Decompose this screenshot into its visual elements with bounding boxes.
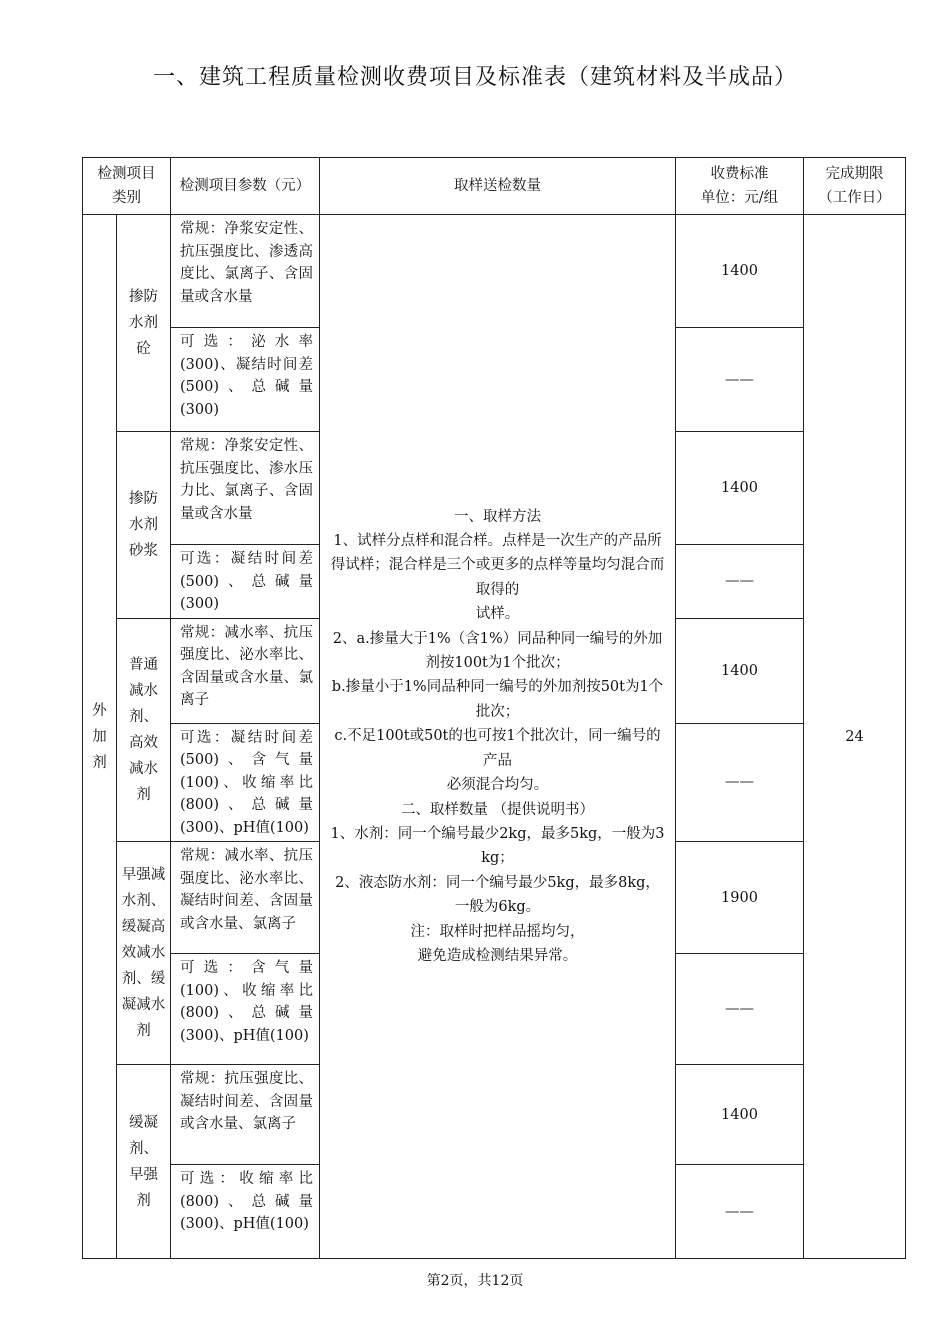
table-row <box>83 215 906 328</box>
header-category <box>83 158 171 215</box>
group-name-cell <box>117 842 171 1065</box>
group-name-cell <box>117 432 171 619</box>
header-period-line2: （工作日） <box>818 190 891 206</box>
sampling-line: 避免造成检测结果异常。 <box>417 947 578 964</box>
fee-table <box>82 157 906 1259</box>
header-fee <box>676 158 804 215</box>
regular-fee: 1400 <box>676 618 804 723</box>
group-name: 普通减水剂、高效减水剂 <box>129 656 158 803</box>
header-period <box>804 158 906 215</box>
optional-fee: —— <box>676 328 804 432</box>
group-name-cell <box>117 618 171 842</box>
group-name: 掺防水剂砂浆 <box>129 490 158 559</box>
sampling-line: c.不足100t或50t的也可按1个批次计，同一编号的产品 <box>334 728 661 769</box>
sampling-line: 2、液态防水剂：同一个编号最少5kg，最多8kg，一般为6kg。 <box>335 874 660 916</box>
header-params: 检测项目参数（元） <box>171 158 320 215</box>
group-name-cell <box>117 1065 171 1259</box>
optional-params: 可选：收缩率比(800)、总碱量(300)、pH值(100) <box>171 1165 320 1259</box>
regular-fee: 1400 <box>676 432 804 545</box>
regular-params: 常规：抗压强度比、凝结时间差、含固量或含水量、氯离子 <box>171 1065 320 1165</box>
group-name: 掺防水剂砼 <box>129 289 158 357</box>
category-label: 外加剂 <box>92 702 107 771</box>
sampling-cell <box>320 215 676 1259</box>
optional-params: 可选：泌水率(300)、凝结时间差(500)、总碱量(300) <box>171 328 320 432</box>
header-category-line2: 类别 <box>112 190 141 206</box>
sampling-line: 必须混合均匀。 <box>446 777 549 794</box>
header-sampling: 取样送检数量 <box>320 158 676 215</box>
regular-fee: 1400 <box>676 215 804 328</box>
regular-params: 常规：减水率、抗压强度比、泌水率比、凝结时间差、含固量或含水量、氯离子 <box>171 842 320 954</box>
completion-period: 24 <box>804 215 906 1259</box>
sampling-line: 注：取样时把样品摇均匀， <box>410 923 585 940</box>
sampling-line: 2、a.掺量大于1%（含1%）同品种同一编号的外加剂按100t为1个批次； <box>332 630 663 672</box>
regular-params: 常规：净浆安定性、抗压强度比、渗透高度比、氯离子、含固量或含水量 <box>171 215 320 328</box>
group-name: 缓凝剂、早强剂 <box>129 1114 158 1209</box>
regular-fee: 1900 <box>676 842 804 954</box>
group-name-cell <box>117 215 171 432</box>
optional-fee: —— <box>676 1165 804 1259</box>
header-fee-line2: 单位：元/组 <box>700 190 779 206</box>
page-title: 一、建筑工程质量检测收费项目及标准表（建筑材料及半成品） <box>152 65 797 90</box>
header-category-line1: 检测项目 <box>97 166 156 182</box>
header-row <box>83 158 906 215</box>
optional-fee: —— <box>676 545 804 619</box>
optional-params: 可选：凝结时间差(500)、含气量(100)、收缩率比(800)、总碱量(300)、pH值(100) <box>171 723 320 842</box>
category-cell <box>83 215 117 1259</box>
group-name: 早强减水剂、缓凝高效减水剂、缓凝减水剂 <box>121 867 166 1039</box>
optional-fee: —— <box>676 723 804 842</box>
sampling-line: 一、取样方法 <box>454 508 541 525</box>
sampling-line: 1、水剂：同一个编号最少2kg，最多5kg，一般为3 kg； <box>330 825 665 867</box>
optional-params: 可选：含气量(100)、收缩率比(800)、总碱量(300)、pH值(100) <box>171 954 320 1065</box>
regular-params: 常规：减水率、抗压强度比、泌水率比、含固量或含水量、氯离子 <box>171 618 320 723</box>
sampling-line: b.掺量小于1%同品种同一编号的外加剂按50t为1个批次； <box>331 679 664 720</box>
sampling-line: 试样。 <box>475 606 520 623</box>
sampling-line: 二、取样数量 （提供说明书） <box>400 801 595 818</box>
header-period-line1: 完成期限 <box>825 166 884 182</box>
page-footer: 第2页，共12页 <box>426 1273 524 1289</box>
sampling-line: 1、试样分点样和混合样。点样是一次生产的产品所得试样；混合样是三个或更多的点样等量均匀混合而取得的 <box>330 533 665 598</box>
regular-params: 常规：净浆安定性、抗压强度比、渗水压力比、氯离子、含固量或含水量 <box>171 432 320 545</box>
regular-fee: 1400 <box>676 1065 804 1165</box>
optional-fee: —— <box>676 954 804 1065</box>
header-fee-line1: 收费标准 <box>710 166 769 182</box>
optional-params: 可选：凝结时间差(500)、总碱量(300) <box>171 545 320 619</box>
